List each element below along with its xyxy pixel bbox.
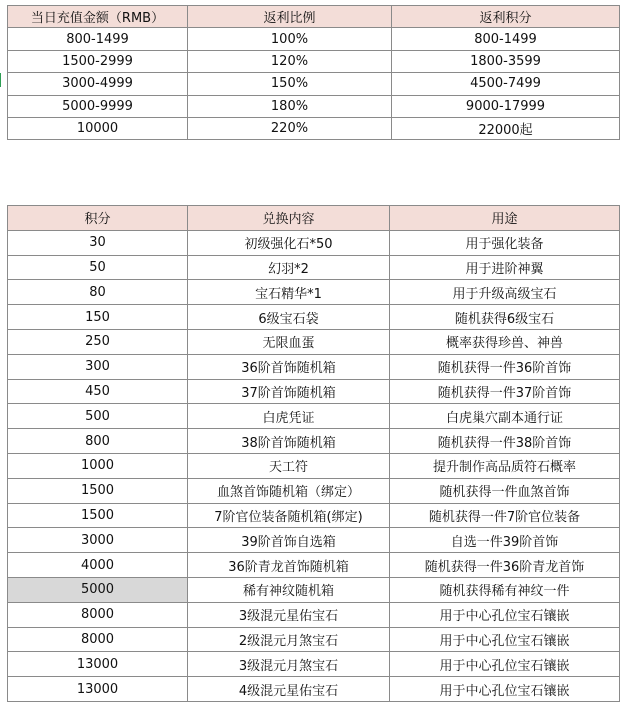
cell-usage[interactable]: 提升制作高品质符石概率 xyxy=(390,453,620,478)
cell-exchange-content[interactable]: 6级宝石袋 xyxy=(188,305,390,330)
table-row xyxy=(8,652,620,677)
cell-usage[interactable]: 随机获得一件37阶首饰 xyxy=(390,379,620,404)
table-row xyxy=(8,677,620,702)
table-row xyxy=(8,528,620,553)
header-points[interactable]: 积分 xyxy=(8,206,188,231)
cell-rebate-ratio[interactable]: 180% xyxy=(188,95,392,117)
table-row xyxy=(8,95,620,117)
cell-usage[interactable]: 随机获得6级宝石 xyxy=(390,305,620,330)
cell-exchange-content[interactable]: 稀有神纹随机箱 xyxy=(188,577,390,602)
cell-usage[interactable]: 随机获得一件7阶官位装备 xyxy=(390,503,620,528)
recharge-rebate-table xyxy=(7,5,620,140)
cell-usage[interactable]: 用于中心孔位宝石镶嵌 xyxy=(390,652,620,677)
table-row xyxy=(8,329,620,354)
cell-usage[interactable]: 用于进阶神翼 xyxy=(390,255,620,280)
table-row xyxy=(8,553,620,578)
cell-exchange-content[interactable]: 36阶首饰随机箱 xyxy=(188,354,390,379)
table-row xyxy=(8,28,620,50)
cell-rebate-points[interactable]: 22000起 xyxy=(392,117,620,139)
cell-points[interactable]: 500 xyxy=(8,404,188,429)
cell-exchange-content[interactable]: 3级混元月煞宝石 xyxy=(188,652,390,677)
cell-usage[interactable]: 白虎巢穴副本通行证 xyxy=(390,404,620,429)
cell-points[interactable]: 1500 xyxy=(8,503,188,528)
points-exchange-table xyxy=(7,205,620,702)
cell-usage[interactable]: 用于中心孔位宝石镶嵌 xyxy=(390,677,620,702)
table-row xyxy=(8,478,620,503)
header-rebate-points[interactable]: 返利积分 xyxy=(392,6,620,28)
header-usage[interactable]: 用途 xyxy=(390,206,620,231)
cell-usage[interactable]: 随机获得一件血煞首饰 xyxy=(390,478,620,503)
cell-usage[interactable]: 用于升级高级宝石 xyxy=(390,280,620,305)
cell-rebate-ratio[interactable]: 150% xyxy=(188,73,392,95)
cell-recharge-amount[interactable]: 10000 xyxy=(8,117,188,139)
table-header-row xyxy=(8,6,620,28)
cell-rebate-ratio[interactable]: 120% xyxy=(188,50,392,72)
cell-usage[interactable]: 随机获得一件38阶首饰 xyxy=(390,429,620,454)
cell-rebate-points[interactable]: 9000-17999 xyxy=(392,95,620,117)
table-row xyxy=(8,429,620,454)
cell-exchange-content[interactable]: 37阶首饰随机箱 xyxy=(188,379,390,404)
table-row xyxy=(8,602,620,627)
cell-exchange-content[interactable]: 39阶首饰自选箱 xyxy=(188,528,390,553)
cell-points[interactable]: 13000 xyxy=(8,677,188,702)
cell-exchange-content[interactable]: 7阶官位装备随机箱(绑定) xyxy=(188,503,390,528)
cell-points[interactable]: 450 xyxy=(8,379,188,404)
table-header-row xyxy=(8,206,620,231)
table-row xyxy=(8,117,620,139)
table-row xyxy=(8,453,620,478)
cell-exchange-content[interactable]: 3级混元星佑宝石 xyxy=(188,602,390,627)
cell-recharge-amount[interactable]: 1500-2999 xyxy=(8,50,188,72)
cell-usage[interactable]: 概率获得珍兽、神兽 xyxy=(390,329,620,354)
cell-exchange-content[interactable]: 初级强化石*50 xyxy=(188,230,390,255)
header-rebate-ratio[interactable]: 返利比例 xyxy=(188,6,392,28)
cell-exchange-content[interactable]: 白虎凭证 xyxy=(188,404,390,429)
table-row xyxy=(8,627,620,652)
table-row xyxy=(8,354,620,379)
cell-recharge-amount[interactable]: 3000-4999 xyxy=(8,73,188,95)
cell-points[interactable]: 800 xyxy=(8,429,188,454)
table-row xyxy=(8,404,620,429)
cell-exchange-content[interactable]: 36阶青龙首饰随机箱 xyxy=(188,553,390,578)
cell-points[interactable]: 1500 xyxy=(8,478,188,503)
cell-points[interactable]: 8000 xyxy=(8,627,188,652)
cell-rebate-ratio[interactable]: 220% xyxy=(188,117,392,139)
table-row xyxy=(8,379,620,404)
table-row xyxy=(8,50,620,72)
cell-points[interactable]: 80 xyxy=(8,280,188,305)
cell-points[interactable]: 3000 xyxy=(8,528,188,553)
cell-exchange-content[interactable]: 血煞首饰随机箱（绑定） xyxy=(188,478,390,503)
cell-points[interactable]: 300 xyxy=(8,354,188,379)
cell-points[interactable]: 50 xyxy=(8,255,188,280)
table-row xyxy=(8,305,620,330)
table-row xyxy=(8,280,620,305)
cell-points[interactable]: 5000 xyxy=(8,577,188,602)
cell-recharge-amount[interactable]: 5000-9999 xyxy=(8,95,188,117)
cell-exchange-content[interactable]: 天工符 xyxy=(188,453,390,478)
table-row xyxy=(8,255,620,280)
cell-usage[interactable]: 随机获得一件36阶青龙首饰 xyxy=(390,553,620,578)
header-recharge-amount[interactable]: 当日充值金额（RMB） xyxy=(8,6,188,28)
cell-exchange-content[interactable]: 无限血蛋 xyxy=(188,329,390,354)
cell-points[interactable]: 13000 xyxy=(8,652,188,677)
cell-exchange-content[interactable]: 38阶首饰随机箱 xyxy=(188,429,390,454)
cell-usage[interactable]: 用于强化装备 xyxy=(390,230,620,255)
cell-points[interactable]: 250 xyxy=(8,329,188,354)
table-row xyxy=(8,577,620,602)
table-row xyxy=(8,73,620,95)
cell-recharge-amount[interactable]: 800-1499 xyxy=(8,28,188,50)
cell-rebate-ratio[interactable]: 100% xyxy=(188,28,392,50)
cell-exchange-content[interactable]: 2级混元月煞宝石 xyxy=(188,627,390,652)
column-edge-marker xyxy=(0,73,4,87)
cell-points[interactable]: 4000 xyxy=(8,553,188,578)
cell-exchange-content[interactable]: 4级混元星佑宝石 xyxy=(188,677,390,702)
cell-rebate-points[interactable]: 1800-3599 xyxy=(392,50,620,72)
cell-usage[interactable]: 用于中心孔位宝石镶嵌 xyxy=(390,602,620,627)
table-row xyxy=(8,503,620,528)
cell-usage[interactable]: 随机获得稀有神纹一件 xyxy=(390,577,620,602)
cell-points[interactable]: 1000 xyxy=(8,453,188,478)
cell-usage[interactable]: 随机获得一件36阶首饰 xyxy=(390,354,620,379)
cell-usage[interactable]: 自选一件39阶首饰 xyxy=(390,528,620,553)
cell-points[interactable]: 8000 xyxy=(8,602,188,627)
cell-points[interactable]: 30 xyxy=(8,230,188,255)
cell-rebate-points[interactable]: 4500-7499 xyxy=(392,73,620,95)
cell-exchange-content[interactable]: 宝石精华*1 xyxy=(188,280,390,305)
cell-exchange-content[interactable]: 幻羽*2 xyxy=(188,255,390,280)
cell-rebate-points[interactable]: 800-1499 xyxy=(392,28,620,50)
table-row xyxy=(8,230,620,255)
cell-usage[interactable]: 用于中心孔位宝石镶嵌 xyxy=(390,627,620,652)
cell-points[interactable]: 150 xyxy=(8,305,188,330)
header-exchange-content[interactable]: 兑换内容 xyxy=(188,206,390,231)
